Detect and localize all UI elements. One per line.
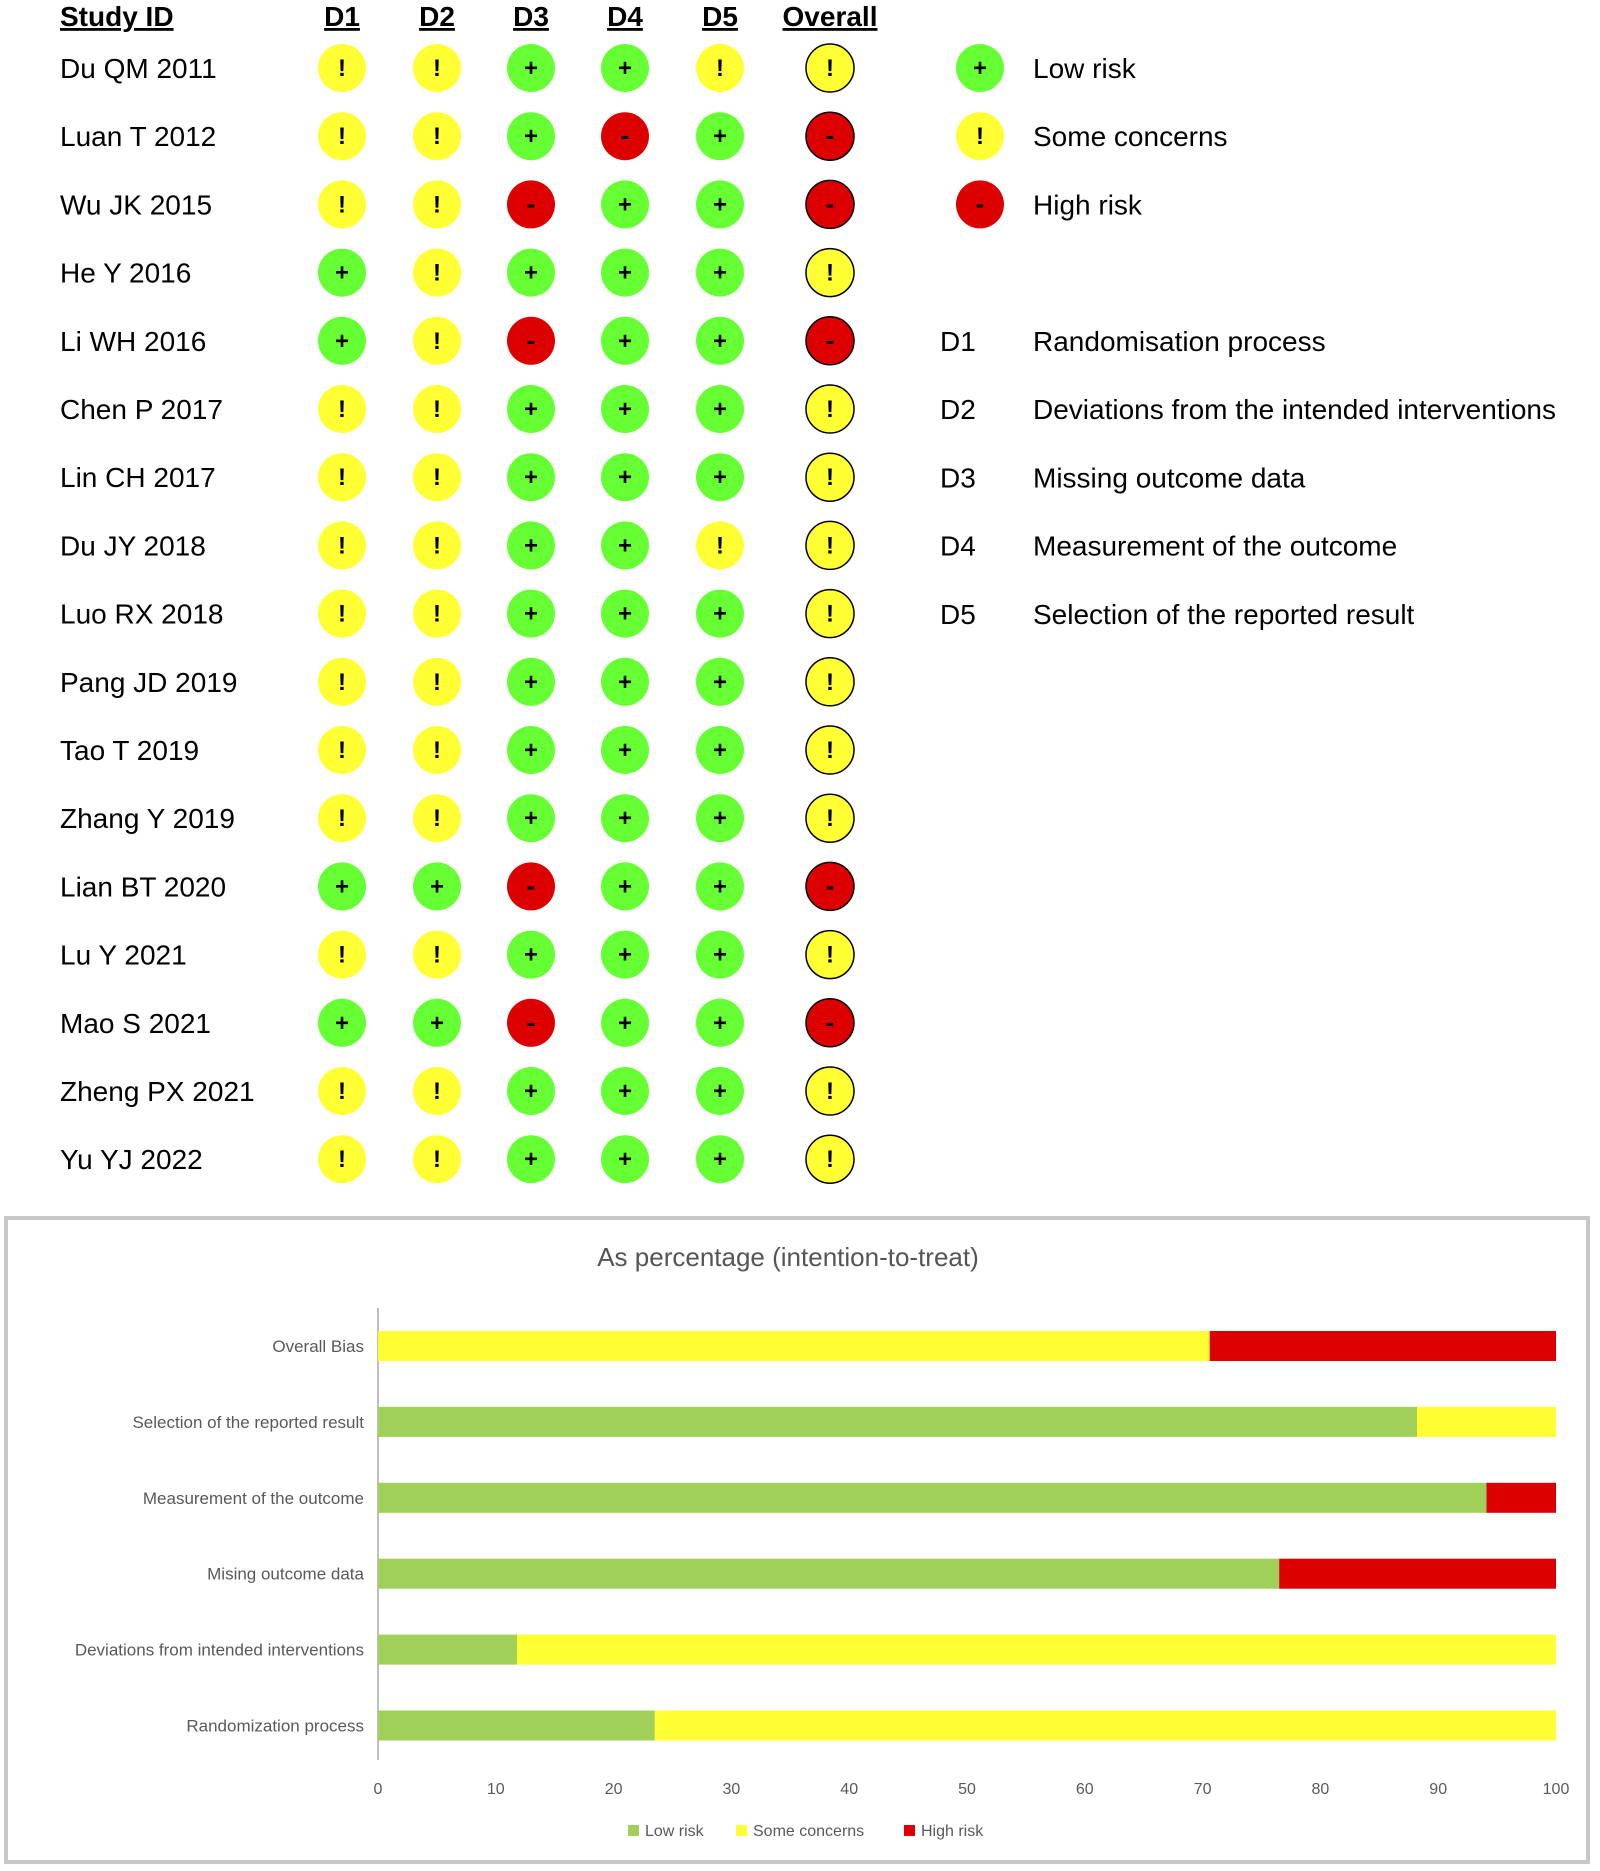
judgement-d1-symbol: ! xyxy=(338,941,346,969)
judgement-d4-symbol: + xyxy=(617,941,633,969)
judgement-d2-symbol: ! xyxy=(433,941,441,969)
judgement-d5-symbol: + xyxy=(712,191,728,219)
judgement-d5-symbol: + xyxy=(712,1146,728,1174)
bar-segment-low-risk xyxy=(378,1711,655,1741)
x-tick-label: 90 xyxy=(1429,1781,1448,1798)
study-id: Mao S 2021 xyxy=(60,1007,211,1039)
judgement-overall-symbol: - xyxy=(825,188,835,219)
legend-label-low: Low risk xyxy=(1033,53,1136,84)
judgement-d4-symbol: + xyxy=(617,1009,633,1037)
bar-segment-high-risk xyxy=(1279,1559,1556,1589)
judgement-overall-symbol: - xyxy=(825,1006,835,1037)
judgement-d4-symbol: + xyxy=(617,191,633,219)
judgement-d1-symbol: + xyxy=(334,1009,350,1037)
judgement-overall-symbol: ! xyxy=(826,600,834,628)
bar-segment-some-concerns xyxy=(1417,1407,1556,1437)
judgement-d5-symbol: + xyxy=(712,1078,728,1105)
study-id: Luo RX 2018 xyxy=(60,598,224,630)
judgement-d1-symbol: ! xyxy=(338,396,346,423)
judgement-d3-symbol: - xyxy=(526,188,536,219)
bar-segment-some-concerns xyxy=(378,1331,1210,1361)
judgement-d1-symbol: ! xyxy=(338,55,346,82)
study-id: Luan T 2012 xyxy=(60,121,217,153)
judgement-overall-symbol: ! xyxy=(826,805,834,833)
judgement-d4-symbol: + xyxy=(617,532,633,560)
study-id: Zhang Y 2019 xyxy=(60,803,235,835)
judgement-d3-symbol: + xyxy=(523,259,539,287)
judgement-d2-symbol: ! xyxy=(433,259,441,287)
summary-bar-chart xyxy=(8,1220,1586,1860)
category-label: Selection of the reported result xyxy=(132,1412,364,1432)
study-id: Lin CH 2017 xyxy=(60,462,216,494)
judgement-d2-symbol: ! xyxy=(433,737,441,764)
judgement-d4-symbol: + xyxy=(617,600,633,628)
domain-label-d4: Measurement of the outcome xyxy=(1033,530,1398,562)
judgement-d4-symbol: + xyxy=(617,259,633,287)
judgement-overall-symbol: ! xyxy=(826,941,834,969)
legend-swatch-low-risk xyxy=(628,1825,639,1836)
judgement-d4-symbol: + xyxy=(617,1078,633,1105)
legend-some-symbol: ! xyxy=(976,123,984,151)
domain-code-d2: D2 xyxy=(940,394,976,426)
domain-label-d3: Missing outcome data xyxy=(1033,462,1306,494)
judgement-overall-symbol: ! xyxy=(826,532,834,560)
judgement-d5-symbol: + xyxy=(712,464,728,492)
study-id: Wu JK 2015 xyxy=(60,189,213,221)
category-label: Mising outcome data xyxy=(207,1564,364,1584)
judgement-d4-symbol: + xyxy=(617,55,633,82)
judgement-d3-symbol: + xyxy=(523,1078,539,1105)
bar-segment-some-concerns xyxy=(655,1711,1556,1741)
chart-title: As percentage (intention-to-treat) xyxy=(597,1242,979,1272)
domain-label-d5: Selection of the reported result xyxy=(1033,598,1415,630)
judgement-d3-symbol: + xyxy=(523,941,539,969)
judgement-overall-symbol: ! xyxy=(826,737,834,764)
study-id: Zheng PX 2021 xyxy=(60,1076,255,1107)
bar-segment-low-risk xyxy=(378,1635,517,1665)
judgement-d2-symbol: ! xyxy=(433,123,441,151)
judgement-d2-symbol: + xyxy=(429,1009,445,1037)
judgement-overall-symbol: ! xyxy=(826,464,834,492)
study-id: Tao T 2019 xyxy=(60,735,200,766)
judgement-d1-symbol: ! xyxy=(338,1146,346,1174)
study-id: He Y 2016 xyxy=(60,257,192,289)
domain-code-d5: D5 xyxy=(940,598,976,630)
judgement-d5-symbol: + xyxy=(712,327,728,355)
judgement-d2-symbol: ! xyxy=(433,464,441,492)
judgement-d2-symbol: ! xyxy=(433,805,441,833)
judgement-d5-symbol: + xyxy=(712,123,728,151)
bar-segment-some-concerns xyxy=(517,1635,1556,1665)
judgement-d5-symbol: ! xyxy=(716,55,724,82)
judgement-d4-symbol: + xyxy=(617,327,633,355)
judgement-d3-symbol: + xyxy=(523,668,539,696)
judgement-d1-symbol: ! xyxy=(338,737,346,764)
judgement-overall-symbol: ! xyxy=(826,668,834,696)
judgement-d1-symbol: ! xyxy=(338,600,346,628)
judgement-d1-symbol: + xyxy=(334,327,350,355)
study-id: Li WH 2016 xyxy=(60,325,207,357)
judgement-overall-symbol: ! xyxy=(826,259,834,287)
judgement-d5-symbol: + xyxy=(712,1009,728,1037)
category-label: Randomization process xyxy=(186,1716,364,1736)
judgement-d5-symbol: + xyxy=(712,396,728,423)
judgement-overall-symbol: ! xyxy=(826,55,834,82)
x-tick-label: 60 xyxy=(1075,1781,1094,1798)
study-id: Lian BT 2020 xyxy=(60,871,227,903)
judgement-d3-symbol: + xyxy=(523,600,539,628)
judgement-overall-symbol: - xyxy=(825,120,835,151)
x-tick-label: 30 xyxy=(722,1781,741,1798)
judgement-d5-symbol: + xyxy=(712,873,728,901)
x-tick-label: 20 xyxy=(604,1781,623,1798)
x-tick-label: 10 xyxy=(486,1781,505,1798)
judgement-d2-symbol: + xyxy=(429,873,445,901)
judgement-d2-symbol: ! xyxy=(433,396,441,423)
judgement-d2-symbol: ! xyxy=(433,600,441,628)
study-id: Chen P 2017 xyxy=(60,394,223,425)
judgement-d2-symbol: ! xyxy=(433,1078,441,1105)
judgement-d3-symbol: + xyxy=(523,123,539,151)
judgement-d4-symbol: + xyxy=(617,1146,633,1174)
judgement-d2-symbol: ! xyxy=(433,668,441,696)
judgement-d1-symbol: + xyxy=(334,873,350,901)
judgement-d2-symbol: ! xyxy=(433,327,441,355)
column-header-d2: D2 xyxy=(419,1,455,32)
column-header-d3: D3 xyxy=(513,1,549,32)
x-tick-label: 0 xyxy=(373,1781,383,1798)
legend-label-high-risk: High risk xyxy=(921,1823,984,1840)
legend-label-some-concerns: Some concerns xyxy=(753,1823,865,1840)
legend-swatch-some-concerns xyxy=(736,1825,747,1836)
judgement-d4-symbol: + xyxy=(617,873,633,901)
judgement-d5-symbol: + xyxy=(712,737,728,764)
summary-plot-panel xyxy=(4,1216,1590,1864)
judgement-d4-symbol: - xyxy=(620,120,630,151)
judgement-d2-symbol: ! xyxy=(433,1146,441,1174)
judgement-d4-symbol: + xyxy=(617,737,633,764)
judgement-d4-symbol: + xyxy=(617,396,633,423)
judgement-d5-symbol: ! xyxy=(716,532,724,560)
study-id: Lu Y 2021 xyxy=(60,939,187,971)
judgement-d3-symbol: + xyxy=(523,464,539,492)
legend-label-low-risk: Low risk xyxy=(645,1823,704,1840)
legend-label-high: High risk xyxy=(1033,189,1142,221)
column-header-overall: Overall xyxy=(782,1,878,32)
bar-segment-low-risk xyxy=(378,1483,1486,1513)
judgement-d1-symbol: ! xyxy=(338,532,346,560)
domain-label-d2: Deviations from the intended interventions xyxy=(1033,394,1556,426)
legend-label-some: Some concerns xyxy=(1033,121,1228,153)
column-header-d4: D4 xyxy=(607,1,643,32)
judgement-d3-symbol: - xyxy=(526,870,536,901)
domain-code-d3: D3 xyxy=(940,462,976,494)
judgement-d3-symbol: + xyxy=(523,737,539,764)
judgement-d3-symbol: + xyxy=(523,805,539,833)
judgement-overall-symbol: - xyxy=(825,870,835,901)
x-tick-label: 80 xyxy=(1311,1781,1330,1798)
x-tick-label: 40 xyxy=(840,1781,859,1798)
domain-label-d1: Randomisation process xyxy=(1033,326,1326,357)
judgement-d1-symbol: + xyxy=(334,259,350,287)
bar-segment-low-risk xyxy=(378,1559,1279,1589)
study-id: Pang JD 2019 xyxy=(60,666,238,698)
judgement-d4-symbol: + xyxy=(617,464,633,492)
judgement-d1-symbol: ! xyxy=(338,805,346,833)
judgement-d5-symbol: + xyxy=(712,941,728,969)
judgement-d4-symbol: + xyxy=(617,805,633,833)
judgement-overall-symbol: ! xyxy=(826,396,834,423)
judgement-d3-symbol: + xyxy=(523,532,539,560)
judgement-d1-symbol: ! xyxy=(338,464,346,492)
judgement-d1-symbol: ! xyxy=(338,668,346,696)
legend-low-symbol: + xyxy=(972,55,988,82)
judgement-d3-symbol: + xyxy=(523,1146,539,1174)
judgement-d3-symbol: - xyxy=(526,324,536,355)
category-label: Measurement of the outcome xyxy=(142,1488,364,1508)
judgement-d3-symbol: + xyxy=(523,55,539,82)
column-header-d1: D1 xyxy=(324,1,360,32)
study-id: Du QM 2011 xyxy=(60,53,217,84)
judgement-d1-symbol: ! xyxy=(338,191,346,219)
judgement-d5-symbol: + xyxy=(712,600,728,628)
column-header-d5: D5 xyxy=(702,1,738,32)
study-id: Yu YJ 2022 xyxy=(60,1144,203,1176)
x-tick-label: 100 xyxy=(1542,1781,1570,1798)
x-tick-label: 70 xyxy=(1193,1781,1212,1798)
category-label: Deviations from intended interventions xyxy=(74,1640,364,1660)
legend-swatch-high-risk xyxy=(904,1825,915,1836)
bar-segment-high-risk xyxy=(1486,1483,1556,1513)
judgement-overall-symbol: ! xyxy=(826,1078,834,1105)
judgement-d1-symbol: ! xyxy=(338,123,346,151)
judgement-d5-symbol: + xyxy=(712,805,728,833)
judgement-d5-symbol: + xyxy=(712,668,728,696)
judgement-d2-symbol: ! xyxy=(433,55,441,82)
legend-high-symbol: - xyxy=(975,188,985,219)
column-header-study: Study ID xyxy=(60,1,174,32)
study-id: Du JY 2018 xyxy=(60,530,206,562)
judgement-d4-symbol: + xyxy=(617,668,633,696)
judgement-d1-symbol: ! xyxy=(338,1078,346,1105)
domain-code-d4: D4 xyxy=(940,530,976,562)
bar-segment-low-risk xyxy=(378,1407,1417,1437)
judgement-d3-symbol: + xyxy=(523,396,539,423)
domain-code-d1: D1 xyxy=(940,326,976,357)
judgement-overall-symbol: ! xyxy=(826,1146,834,1174)
judgement-d5-symbol: + xyxy=(712,259,728,287)
judgement-d2-symbol: ! xyxy=(433,532,441,560)
judgement-d3-symbol: - xyxy=(526,1006,536,1037)
bar-segment-high-risk xyxy=(1210,1331,1556,1361)
category-label: Overall Bias xyxy=(272,1337,364,1356)
judgement-d2-symbol: ! xyxy=(433,191,441,219)
judgement-overall-symbol: - xyxy=(825,324,835,355)
x-tick-label: 50 xyxy=(958,1781,976,1798)
